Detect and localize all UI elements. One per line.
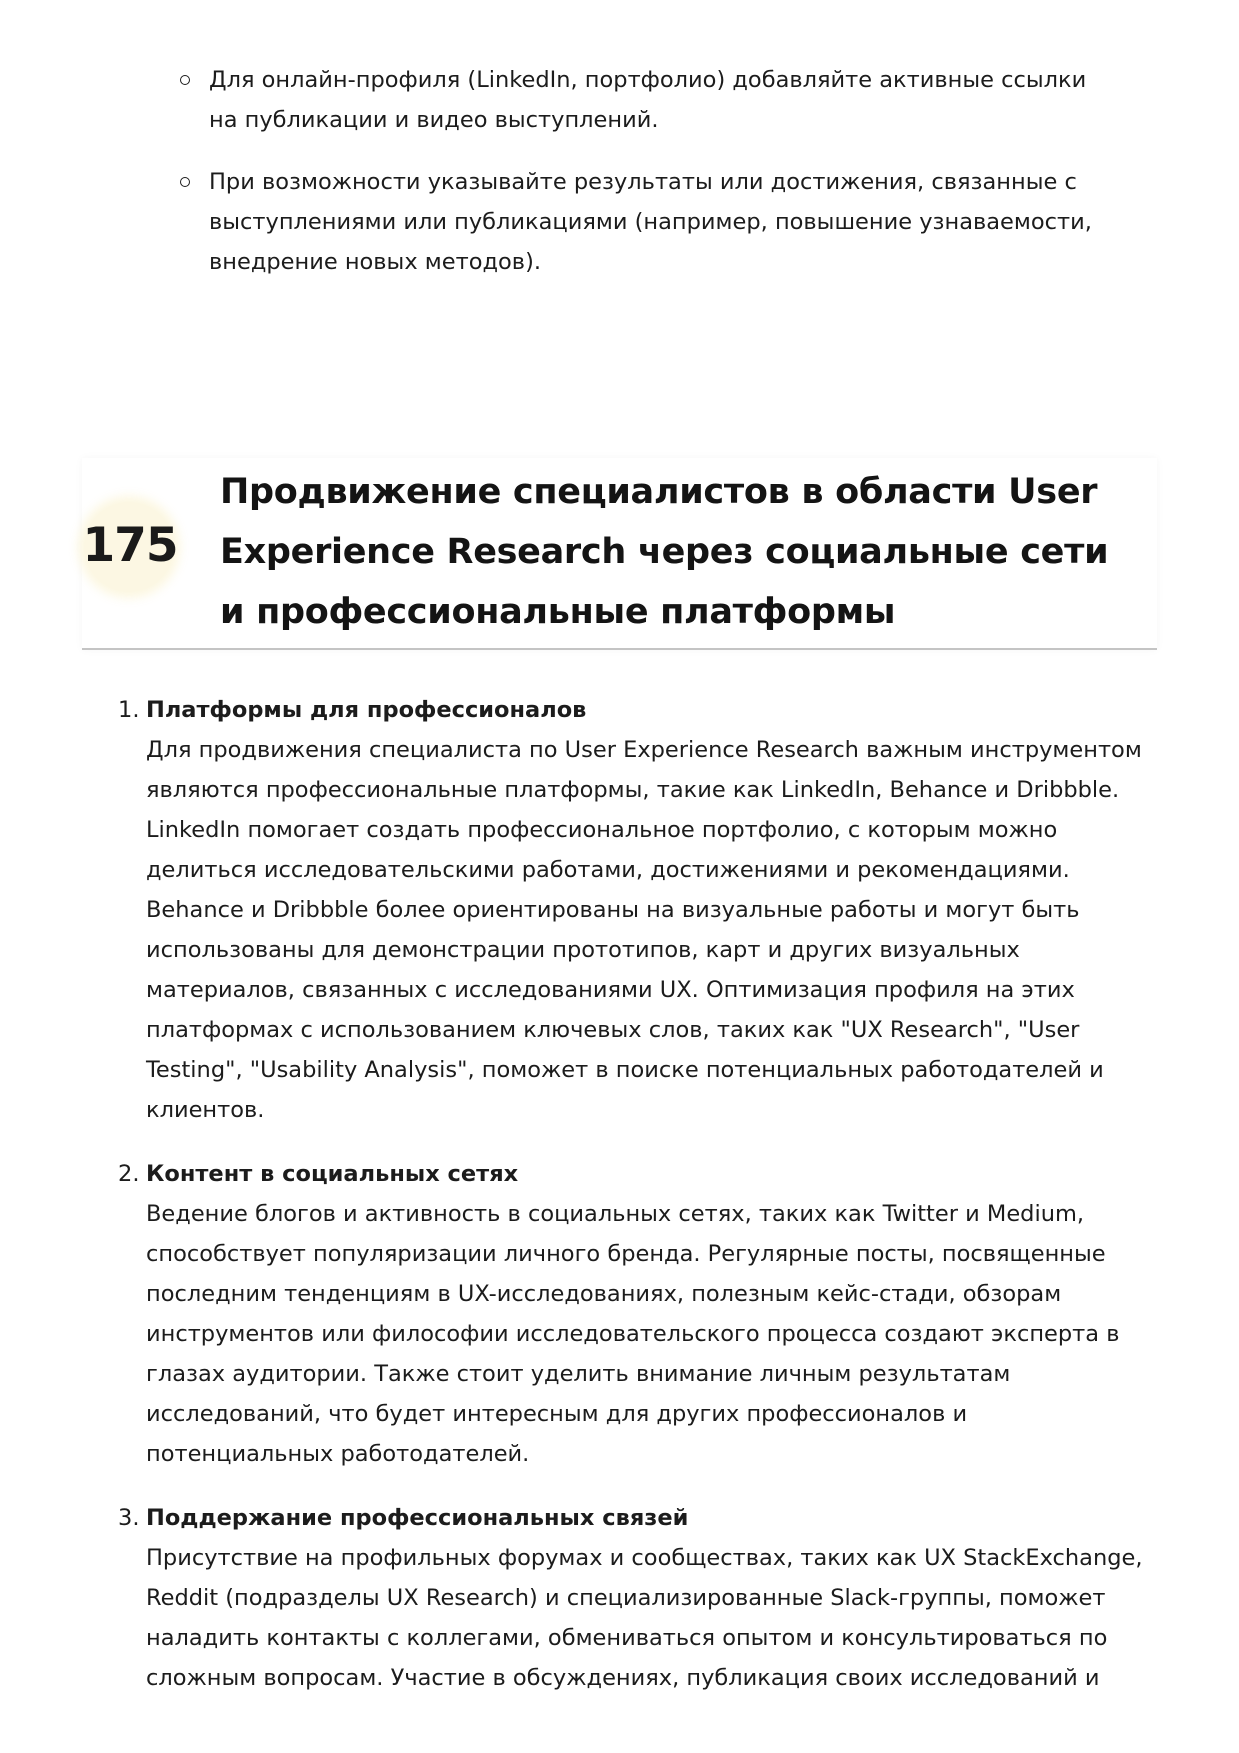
item-text: Присутствие на профильных форумах и сообществах, таких как UX StackExchange, Reddit (подразделы UX Research) и специализированные Slack-группы, поможет наладить контакты с коллегами, обмениваться опытом и консультироваться по сложным вопросам. Участие в обсуждениях, публикация своих исследований и bbox=[146, 1545, 1143, 1691]
item-heading: Контент в социальных сетях bbox=[146, 1161, 519, 1187]
bullet-text: При возможности указывайте результаты или достижения, связанные с выступлениями или публикациями (например, повышение узнаваемости, внедрение новых методов). bbox=[209, 169, 1092, 275]
item-number: 1. bbox=[118, 697, 140, 723]
numbered-list bbox=[118, 690, 1156, 1722]
section-header bbox=[82, 458, 1157, 650]
item-text: Ведение блогов и активность в социальных сетях, таких как Twitter и Medium, способствует популяризации личного бренда. Регулярные посты, посвященные последним тенденциям в UX-исследованиях, полезным кейс-стади, обзорам инструментов или философии исследовательского процесса создают эксперта в глазах аудитории. Также стоит уделить внимание личным результатам исследований, что будет интересным для других профессионалов и потенциальных работодателей. bbox=[146, 1201, 1120, 1467]
list-item bbox=[209, 60, 1109, 140]
section-number: 175 bbox=[82, 518, 178, 573]
numbered-item-platforms bbox=[118, 690, 1156, 1130]
item-number: 3. bbox=[118, 1505, 140, 1531]
bullet-text: Для онлайн-профиля (LinkedIn, портфолио) добавляйте активные ссылки на публикации и видео выступлений. bbox=[209, 67, 1087, 133]
numbered-item-connections bbox=[118, 1498, 1156, 1698]
numbered-item-social-content bbox=[118, 1154, 1156, 1474]
item-text: Для продвижения специалиста по User Experience Research важным инструментом являются профессиональные платформы, такие как LinkedIn, Behance и Dribbble. LinkedIn помогает создать профессиональное портфолио, с которым можно делиться исследовательскими работами, достижениями и рекомендациями. Behance и Dribbble более ориентированы на визуальные работы и могут быть использованы для демонстрации прототипов, карт и других визуальных материалов, связанных с исследованиями UX. Оптимизация профиля на этих платформах с использованием ключевых слов, таких как "UX Research", "User Testing", "Usability Analysis", поможет в поиске потенциальных работодателей и клиентов. bbox=[146, 737, 1142, 1123]
hollow-bullet-icon bbox=[180, 177, 190, 187]
sub-bullet-list bbox=[209, 60, 1109, 304]
item-number: 2. bbox=[118, 1161, 140, 1187]
hollow-bullet-icon bbox=[180, 75, 190, 85]
section-title: Продвижение специалистов в области User Experience Research через социальные сети и профессиональные платформы bbox=[220, 472, 1109, 632]
item-heading: Платформы для профессионалов bbox=[146, 697, 587, 723]
list-item bbox=[209, 162, 1109, 282]
item-heading: Поддержание профессиональных связей bbox=[146, 1505, 689, 1531]
